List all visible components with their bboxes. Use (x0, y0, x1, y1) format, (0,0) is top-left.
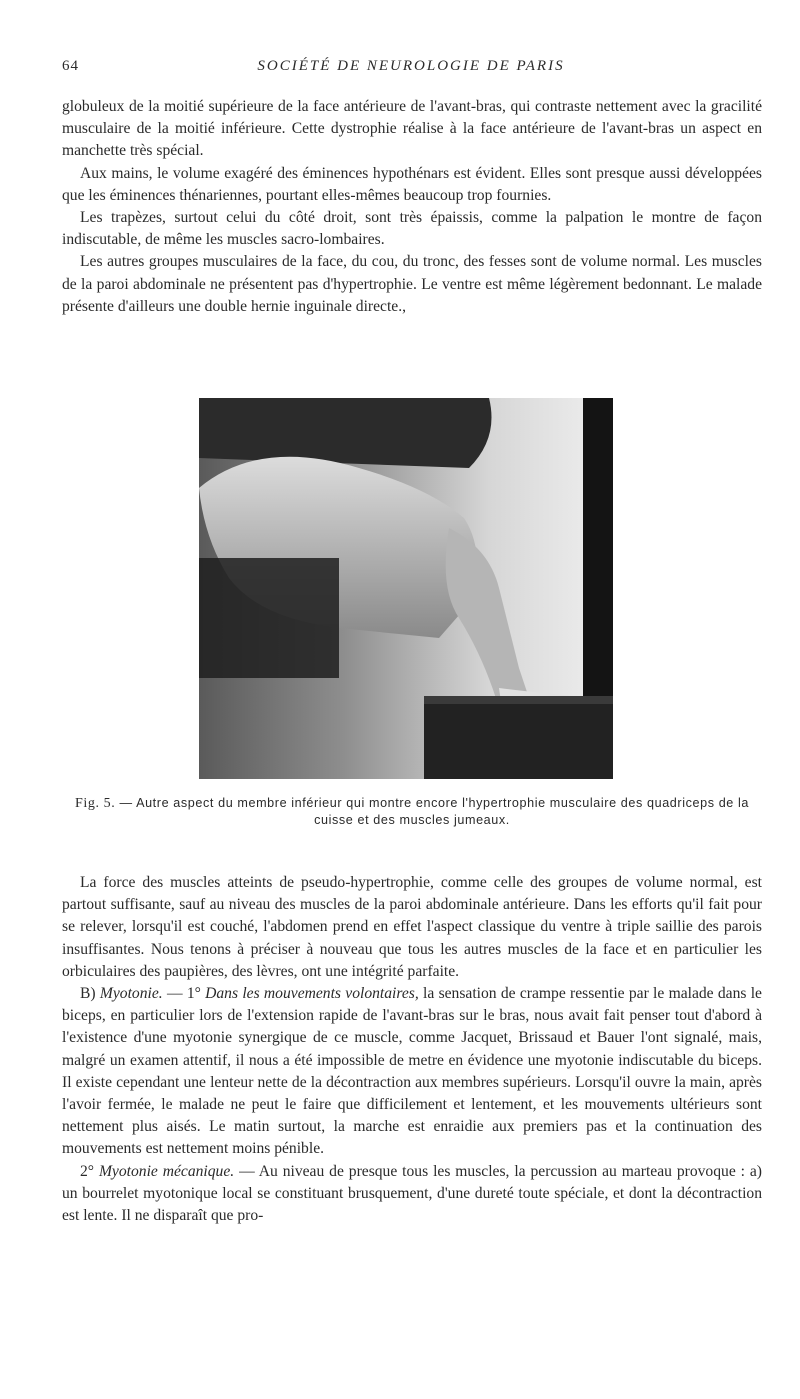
section-separator: — 1° (162, 985, 206, 1003)
figure-caption (62, 795, 762, 829)
bottom-text-block (62, 872, 762, 1227)
paragraph: La force des muscles atteints de pseudo-hypertrophie, comme celle des groupes de volume normal, est partout suffisante, sauf au niveau des muscles de la paroi abdominale antérieure. Dans les efforts qu'il fait pour se relever, lorsqu'il est couché, l'abdomen prend en effet l'aspect classique du ventre à triple saillie des parois insuffisantes. Nous tenons à préciser à nouveau que tous les autres muscles de la face et en particulier les orbiculaires des paupières, des lèvres, ont une intégrité parfaite. (62, 874, 762, 980)
figure-photograph (199, 398, 613, 779)
paragraph-body: la sensation de crampe ressentie par le malade dans le biceps, en particulier lors de l'extension rapide de l'avant-bras sur le bras, nous avait fait penser tout d'abord à l'existence d'une myotonie synergique de ce muscle, comme Jacquet, Brissaud et Bauer l'ont signalé, mais, malgré un examen attentif, il nous a été impossible de metre en évidence une myotonie indiscutable du biceps. Il existe cependant une lenteur nette de la décontraction aux membres supérieurs. Lorsqu'il ouvre la main, après l'avoir fermée, le malade ne peut le faire que difficilement et lentement, et les mouvements ultérieurs sont nettement plus aisés. Le matin surtout, la marche est enraidie aux premiers pas et la continuation des mouvements est nettement moins pénible. (62, 985, 762, 1158)
journal-title: SOCIÉTÉ DE NEUROLOGIE DE PARIS (257, 58, 565, 74)
section-lead: B) (80, 985, 100, 1003)
top-text-block (62, 96, 762, 318)
leg-photograph (199, 398, 613, 779)
caption-text: — Autre aspect du membre inférieur qui montre encore l'hypertrophie musculaire des quadriceps de la cuisse et des muscles jumeaux. (119, 796, 750, 827)
paragraph: Les trapèzes, surtout celui du côté droit, sont très épaissis, comme la palpation le montre de façon indiscutable, de même les muscles sacro-lombaires. (62, 209, 762, 249)
section-lead: 2° (80, 1162, 99, 1180)
shadow-area (199, 558, 339, 678)
figure-label: Fig. 5. (74, 796, 116, 811)
page-number: 64 (62, 58, 79, 74)
running-head (62, 58, 760, 84)
stool (424, 698, 613, 779)
subsection-heading: Dans les mouvements volontaires, (205, 985, 419, 1003)
paragraph: Les autres groupes musculaires de la face, du cou, du tronc, des fesses sont de volume normal. Les muscles de la paroi abdominale ne présentent pas d'hypertrophie. Le ventre est même légèrement bedonnant. Le malade présente d'ailleurs une double hernie inguinale directe., (62, 253, 762, 315)
section-heading: Myotonie. (99, 985, 163, 1003)
paragraph-myotonie (62, 983, 762, 1161)
section-heading: Myotonie mécanique. (98, 1162, 235, 1180)
paragraph: globuleux de la moitié supérieure de la face antérieure de l'avant-bras, qui contraste nettement avec la gracilité musculaire de la moitié inférieure. Cette dystrophie réalise à la face antérieure de l'avant-bras un aspect en manchette très spécial. (62, 98, 762, 160)
paragraph-body: — Au niveau de presque tous les muscles, la percussion au marteau provoque : a) un bourrelet myotonique local se constituant brusquement, d'une dureté toute spéciale, et dont la décontraction est lente. Il ne disparaît que pro- (62, 1162, 762, 1225)
paragraph-myotonie-mecanique (62, 1161, 762, 1228)
dark-garment (199, 398, 492, 468)
stool-top (424, 696, 613, 704)
paragraph: Aux mains, le volume exagéré des éminences hypothénars est évident. Elles sont presque aussi développées que les éminences thénariennes, pourtant elles-mêmes beaucoup trop fournies. (62, 164, 762, 204)
